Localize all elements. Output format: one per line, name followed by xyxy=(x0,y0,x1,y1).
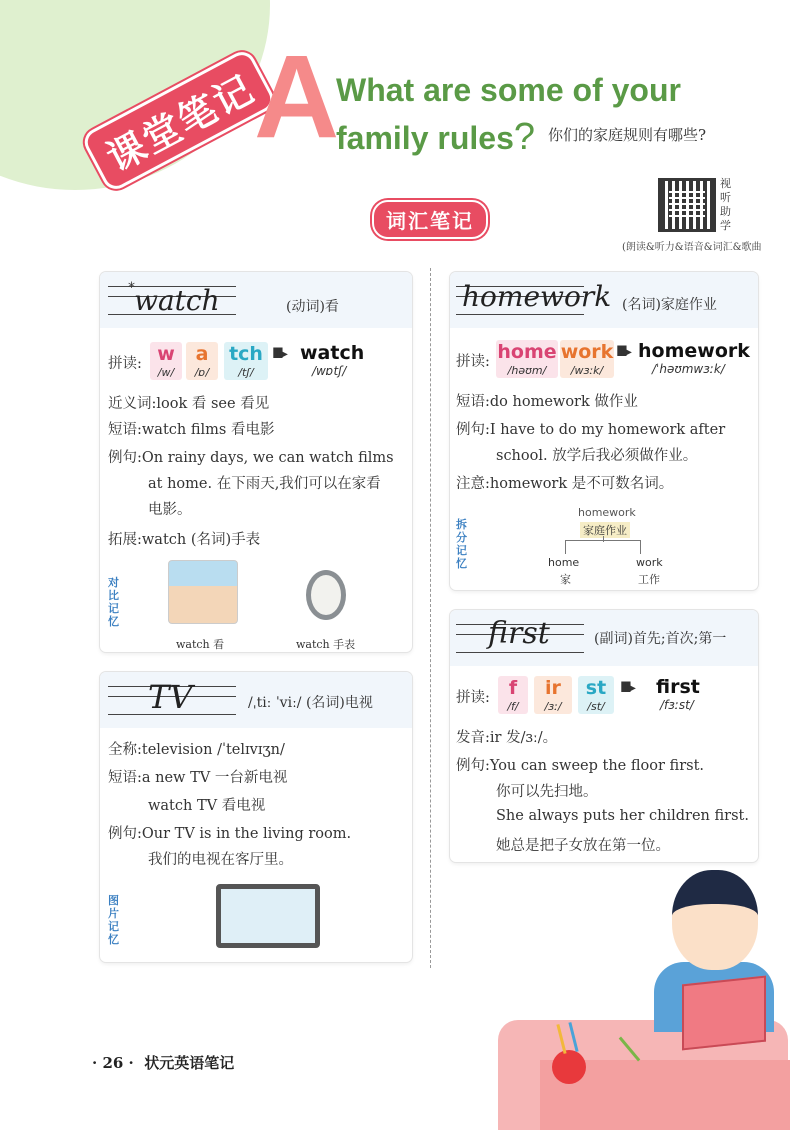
arrow-icon: IIII▸ xyxy=(616,344,629,360)
side-label: 对比记忆 xyxy=(108,576,119,628)
phonics-letters: f xyxy=(508,677,518,699)
pos-first: (副词)首先;首次;第一 xyxy=(594,631,727,647)
title-question-mark: ? xyxy=(513,116,535,158)
phonics-part xyxy=(534,676,572,714)
tree-stem xyxy=(603,536,604,542)
example-line-2: 你可以先扫地。 xyxy=(496,784,598,800)
tree-top-word: homework xyxy=(578,506,636,519)
synonym-line: 近义词:look 看 see 看见 xyxy=(108,396,270,412)
spell-label: 拼读: xyxy=(456,690,490,706)
full-word: homework xyxy=(638,340,750,362)
example-line-3: 电影。 xyxy=(148,502,192,518)
headword-first: first xyxy=(488,616,550,651)
example-line-1: 例句:On rainy days, we can watch films xyxy=(108,450,394,466)
side-label: 拆分记忆 xyxy=(456,518,467,570)
phonics-part xyxy=(560,340,614,378)
phonics-letters: ir xyxy=(545,677,561,699)
tv-image xyxy=(216,884,320,948)
extension-line: 拓展:watch (名词)手表 xyxy=(108,532,261,548)
example-line-2: 我们的电视在客厅里。 xyxy=(148,852,293,868)
tree-right-word: work xyxy=(636,556,663,569)
qr-label: 视听助学 xyxy=(720,177,731,232)
phonics-letters: tch xyxy=(229,343,263,365)
caption-watch-verb: watch 看 xyxy=(176,638,225,651)
example-line-1: 例句:Our TV is in the living room. xyxy=(108,826,352,842)
example-line-1: 例句:You can sweep the floor first. xyxy=(456,758,705,774)
arrow-icon: IIII▸ xyxy=(272,346,285,362)
card-homework xyxy=(450,272,758,590)
phrase-line: 短语:watch films 看电影 xyxy=(108,422,275,438)
qr-note: (朗读&听力&语音&词汇&歌曲 xyxy=(622,242,762,253)
qr-code-icon[interactable] xyxy=(658,178,716,232)
pos-homework: (名词)家庭作业 xyxy=(622,297,717,313)
card-tv xyxy=(100,672,412,962)
class-notes-badge: 课堂笔记 xyxy=(80,47,278,194)
wristwatch-icon xyxy=(306,570,346,620)
tree-connector xyxy=(565,540,641,554)
phonics-letters: work xyxy=(560,341,614,363)
title-text: family rules xyxy=(336,120,514,156)
phonics-part xyxy=(496,340,558,378)
pen-cup-illustration xyxy=(552,1050,586,1084)
book-illustration xyxy=(682,976,766,1051)
tree-left-word: home xyxy=(548,556,580,569)
full-word: watch xyxy=(300,342,365,364)
full-phonetic: /wɒtʃ/ xyxy=(312,364,347,378)
phrase-line-1: 短语:a new TV 一台新电视 xyxy=(108,770,288,786)
title-line-2 xyxy=(336,116,535,159)
section-letter: A xyxy=(254,31,340,163)
tree-right-chinese: 工作 xyxy=(638,573,660,586)
note-line: 注意:homework 是不可数名词。 xyxy=(456,476,674,492)
page-footer xyxy=(92,1052,234,1073)
rule xyxy=(456,652,584,653)
phonics-part xyxy=(186,342,218,380)
phonics-sound: /w/ xyxy=(157,366,175,379)
tree-left-chinese: 家 xyxy=(560,573,571,586)
spell-label: 拼读: xyxy=(456,354,490,370)
title-chinese: 你们的家庭规则有哪些? xyxy=(548,126,707,144)
phonics-letters: w xyxy=(157,343,175,365)
kids-watching-tv-image xyxy=(168,560,238,624)
full-name-line: 全称:television /ˈtelɪvɪʒn/ xyxy=(108,742,285,758)
headword-tv: TV xyxy=(148,678,193,716)
column-divider xyxy=(430,268,431,968)
tree-top-chinese: 家庭作业 xyxy=(580,522,630,538)
phonics-letters: a xyxy=(195,343,209,365)
spell-label: 拼读: xyxy=(108,356,142,372)
phonics-letters: home xyxy=(497,341,557,363)
title-line-1: What are some of your xyxy=(336,72,681,108)
phonics-sound: /st/ xyxy=(587,700,605,713)
phonics-sound: /ɜː/ xyxy=(544,700,562,713)
phrase-line: 短语:do homework 做作业 xyxy=(456,394,638,410)
caption-watch-noun: watch 手表 xyxy=(296,638,356,651)
phonics-sound: /tʃ/ xyxy=(238,366,254,379)
phrase-line-2: watch TV 看电视 xyxy=(148,798,266,814)
boy-head-illustration xyxy=(672,870,758,970)
card-watch xyxy=(100,272,412,652)
headword-homework: homework xyxy=(462,280,612,313)
phonics-letters: st xyxy=(585,677,607,699)
headword-star: * xyxy=(128,280,135,296)
pronunciation-line: 发音:ir 发/ɜː/。 xyxy=(456,730,558,746)
book-name: 状元英语笔记 xyxy=(144,1054,235,1072)
phonics-part xyxy=(150,342,182,380)
card-first xyxy=(450,610,758,862)
example-line-2: school. 放学后我必须做作业。 xyxy=(496,448,698,464)
example-line-1: 例句:I have to do my homework after xyxy=(456,422,726,438)
phonics-part xyxy=(224,342,268,380)
phonics-sound: /həʊm/ xyxy=(507,364,547,377)
phonics-sound: /f/ xyxy=(507,700,519,713)
arrow-icon: IIII▸ xyxy=(620,680,633,696)
example-line-3: She always puts her children first. xyxy=(496,808,749,824)
phonics-part xyxy=(498,676,528,714)
example-line-2: at home. 在下雨天,我们可以在家看 xyxy=(148,476,381,492)
page-number: · 26 · xyxy=(92,1054,134,1072)
example-line-4: 她总是把子女放在第一位。 xyxy=(496,838,670,854)
rule xyxy=(456,314,584,315)
pos-tv: /ˌtiː ˈviː/ (名词)电视 xyxy=(248,695,373,711)
side-label: 图片记忆 xyxy=(108,894,119,946)
pos-watch: (动词)看 xyxy=(286,299,339,315)
full-phonetic: /fɜːst/ xyxy=(660,698,694,712)
headword-watch: watch xyxy=(134,284,220,317)
phonics-part xyxy=(578,676,614,714)
vocab-notes-badge: 词汇笔记 xyxy=(372,200,488,239)
phonics-sound: /wɜːk/ xyxy=(570,364,604,377)
full-phonetic: /ˈhəʊmwɜːk/ xyxy=(652,362,725,376)
phonics-sound: /ɒ/ xyxy=(194,366,210,379)
full-word: first xyxy=(656,676,700,698)
